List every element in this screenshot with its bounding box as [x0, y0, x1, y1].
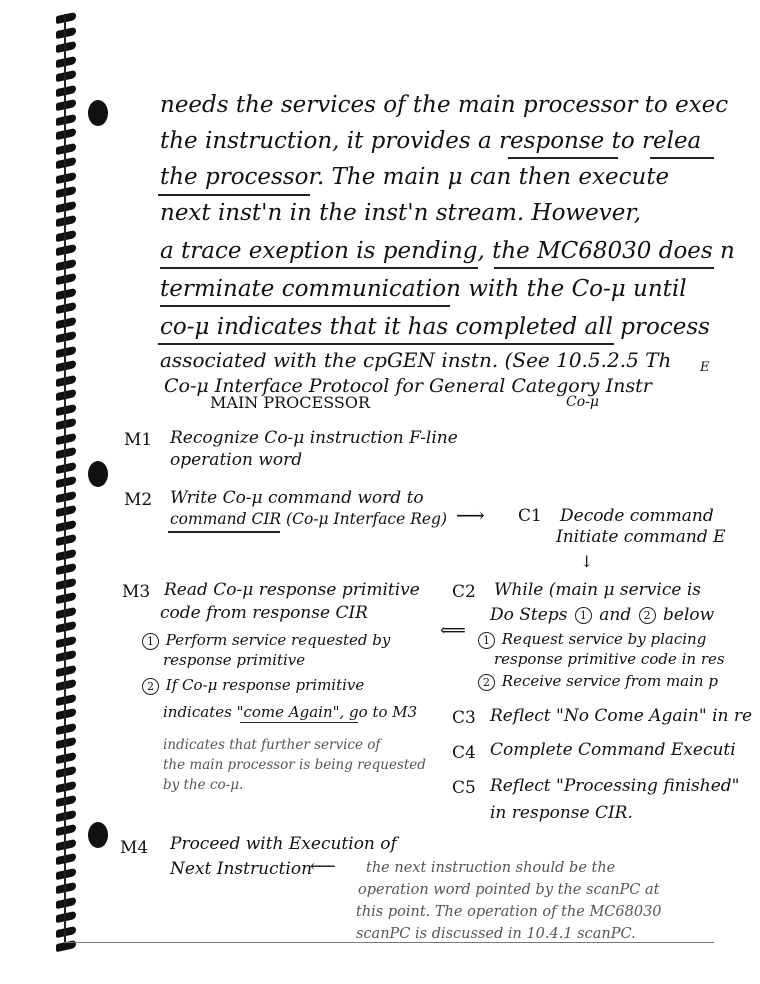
underline-response: [508, 157, 618, 159]
underline-trace-exception: [160, 267, 478, 269]
spiral-coil: [56, 244, 76, 256]
m4-line-1: Proceed with Execution of: [170, 834, 397, 854]
spiral-coil: [56, 287, 76, 299]
spiral-coil: [56, 693, 76, 705]
c5-line-1: Reflect "Processing finished": [490, 776, 740, 796]
m4-note-arrow: ⟵: [310, 856, 336, 877]
spiral-coil: [56, 563, 76, 575]
m4-note-line-3: this point. The operation of the MC68030: [356, 904, 662, 920]
spiral-coil: [56, 142, 76, 154]
m3-label: M3: [122, 582, 151, 602]
spiral-coil: [56, 432, 76, 444]
c2-line-2-pre: Do Steps: [490, 605, 568, 625]
spiral-coil: [56, 418, 76, 430]
spiral-coil: [56, 128, 76, 140]
header-main-processor: MAIN PROCESSOR: [210, 393, 370, 412]
spiral-coil: [56, 780, 76, 792]
c4-text: Complete Command Executi: [490, 740, 736, 760]
c2-step-1-line-2: response primitive code in res: [494, 650, 725, 668]
bottom-rule: [64, 942, 714, 943]
underline-terminate: [160, 305, 450, 307]
m1-line-1: Recognize Co-μ instruction F-line: [170, 428, 458, 448]
m3-line-2: code from response CIR: [160, 603, 368, 623]
spiral-coil: [56, 331, 76, 343]
spiral-coil: [56, 867, 76, 879]
m3-line-1: Read Co-μ response primitive: [164, 580, 420, 600]
m4-line-2: Next Instruction: [170, 859, 313, 879]
m1-line-2: operation word: [170, 450, 303, 470]
c1-label: C1: [518, 506, 542, 526]
underline-command-cir: [168, 531, 280, 533]
paragraph-line-4: next inst'n in the inst'n stream. However,: [160, 200, 642, 226]
spiral-coil: [56, 476, 76, 488]
spiral-coil: [56, 751, 76, 763]
spiral-coil: [56, 925, 76, 937]
spiral-coil: [56, 490, 76, 502]
m1-label: M1: [124, 430, 153, 450]
m4-label: M4: [120, 838, 149, 858]
spiral-coil: [56, 273, 76, 285]
m3-note-line-1: indicates that further service of: [163, 737, 381, 753]
c2-step-2: [476, 672, 718, 691]
underline-release: [650, 157, 714, 159]
spiral-coil: [56, 171, 76, 183]
m3-step-1: [140, 631, 390, 650]
spiral-coil: [56, 447, 76, 459]
c1-line-1: Decode command: [560, 506, 714, 526]
spiral-coil: [56, 229, 76, 241]
m3-step-2-line-1: If Co-μ response primitive: [165, 676, 365, 694]
spiral-coil: [56, 374, 76, 386]
underline-the-processor: [158, 194, 310, 196]
punch-hole-middle: [88, 461, 108, 487]
margin-line: [64, 14, 66, 944]
spiral-coil: [56, 113, 76, 125]
c2-step-1-line-1: Request service by placing: [501, 630, 707, 648]
m2-line-1: Write Co-μ command word to: [170, 488, 424, 508]
spiral-coil: [56, 911, 76, 923]
m3-step-1-line-2: response primitive: [163, 651, 306, 669]
underline-mc68030: [494, 267, 714, 269]
c5-line-2: in response CIR.: [490, 803, 633, 823]
spiral-coil: [56, 766, 76, 778]
spiral-coil: [56, 389, 76, 401]
c1-line-2: Initiate command E: [556, 527, 726, 547]
m3-step-2: [140, 676, 364, 695]
spiral-coil: [56, 186, 76, 198]
c1-down-arrow: ↓: [580, 552, 594, 571]
paragraph-line-1: needs the services of the main processor to exec: [160, 92, 729, 118]
underline-co-mu-indicates: [158, 343, 614, 345]
spiral-coil: [56, 461, 76, 473]
spiral-coil: [56, 795, 76, 807]
m4-note-line-1: the next instruction should be the: [366, 860, 616, 876]
m3-note-line-3: by the co-μ.: [163, 777, 244, 793]
header-co-processor: Co-μ: [566, 394, 599, 410]
m2-label: M2: [124, 490, 153, 510]
c4-label: C4: [452, 743, 476, 763]
spiral-coil: [56, 360, 76, 372]
c2-line-2: [490, 605, 714, 625]
spiral-coil: [56, 722, 76, 734]
m3-step-2-line-2: indicates "come Again", go to M3: [163, 703, 418, 721]
c2-step-2-line-1: Receive service from main p: [501, 672, 718, 690]
spiral-coil: [56, 606, 76, 618]
c2-line-1: While (main μ service is: [494, 580, 701, 600]
underline-come-again: [240, 722, 358, 723]
c2-line-2-mid: and: [599, 605, 632, 625]
paragraph-line-6: terminate communication with the Co-μ until: [160, 276, 687, 302]
spiral-coil: [56, 650, 76, 662]
m2-line-2: command CIR (Co-μ Interface Reg): [170, 510, 448, 528]
m3-step-1-line-1: Perform service requested by: [165, 631, 391, 649]
spiral-coil: [56, 882, 76, 894]
spiral-coil: [56, 345, 76, 357]
spiral-coil: [56, 505, 76, 517]
spiral-coil: [56, 258, 76, 270]
spiral-coil: [56, 708, 76, 720]
spiral-coil: [56, 664, 76, 676]
spiral-coil: [56, 679, 76, 691]
m4-note-line-2: operation word pointed by the scanPC at: [358, 882, 660, 898]
spiral-coil: [56, 99, 76, 111]
spiral-coil: [56, 55, 76, 67]
paragraph-line-3: the processor. The main μ can then execute: [160, 164, 670, 190]
spiral-binding: [56, 14, 84, 954]
step-number-badge: 2: [639, 607, 656, 624]
spiral-coil: [56, 70, 76, 82]
m3-note-line-2: the main processor is being requested: [163, 757, 426, 773]
spiral-coil: [56, 84, 76, 96]
c2-label: C2: [452, 582, 476, 602]
c2-to-m3-arrow: ⟸: [440, 620, 466, 641]
spiral-coil: [56, 896, 76, 908]
paragraph-line-2: the instruction, it provides a response to relea: [160, 128, 702, 154]
c5-label: C5: [452, 778, 476, 798]
spiral-coil: [56, 592, 76, 604]
spiral-coil: [56, 316, 76, 328]
step-number-badge: 1: [142, 633, 159, 650]
spiral-coil: [56, 26, 76, 38]
punch-hole-top: [88, 100, 108, 126]
step-number-badge: 1: [575, 607, 592, 624]
paragraph-line-9: Co-μ Interface Protocol for General Category Instr: [164, 375, 652, 397]
c2-line-2-post: below: [663, 605, 715, 625]
step-number-badge: 2: [142, 678, 159, 695]
paragraph-line-8: associated with the cpGEN instn. (See 10.5.2.5 Th: [160, 348, 672, 372]
c3-label: C3: [452, 708, 476, 728]
c3-text: Reflect "No Come Again" in re: [490, 706, 753, 726]
punch-hole-bottom: [88, 822, 108, 848]
spiral-coil: [56, 621, 76, 633]
m4-note-line-4: scanPC is discussed in 10.4.1 scanPC.: [356, 926, 636, 942]
spiral-coil: [56, 215, 76, 227]
spiral-coil: [56, 824, 76, 836]
paragraph-line-7: co-μ indicates that it has completed all process: [160, 314, 710, 340]
spiral-coil: [56, 635, 76, 647]
spiral-coil: [56, 12, 76, 24]
spiral-coil: [56, 548, 76, 560]
paragraph-line-5: a trace exeption is pending, the MC68030 does n: [160, 238, 735, 264]
spiral-coil: [56, 200, 76, 212]
step-number-badge: 2: [478, 674, 495, 691]
spiral-coil: [56, 302, 76, 314]
spiral-coil: [56, 809, 76, 821]
m2-to-c1-arrow: ⟶: [456, 503, 485, 527]
insert-caret-note: E: [700, 360, 710, 375]
c2-step-1: [476, 630, 706, 649]
spiral-coil: [56, 577, 76, 589]
spiral-coil: [56, 157, 76, 169]
spiral-coil: [56, 41, 76, 53]
spiral-coil: [56, 853, 76, 865]
spiral-coil: [56, 838, 76, 850]
spiral-coil: [56, 519, 76, 531]
spiral-coil: [56, 534, 76, 546]
spiral-coil: [56, 403, 76, 415]
spiral-coil: [56, 737, 76, 749]
step-number-badge: 1: [478, 632, 495, 649]
